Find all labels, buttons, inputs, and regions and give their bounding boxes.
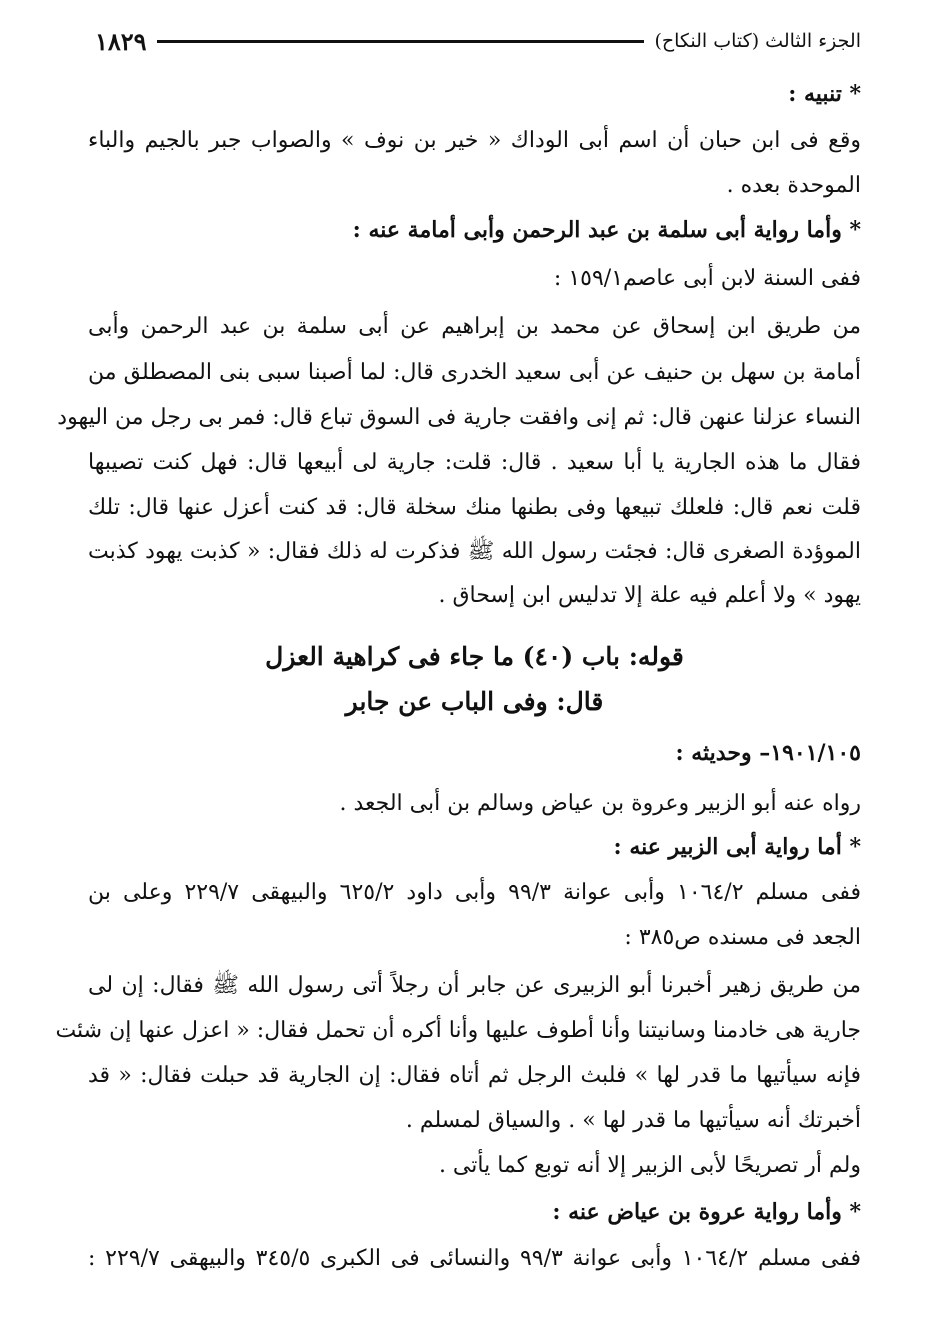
paragraph-line: الموؤدة الصغرى قال: فجئت رسول الله ﷺ فذكرت له ذلك فقال: « كذبت يهود كذبت [88, 539, 861, 564]
paragraph-line: ولم أر تصريحًا لأبى الزبير إلا أنه توبع كما يأتى . [438, 1153, 861, 1178]
section-heading: * وأما رواية أبى سلمة بن عبد الرحمن وأبى أمامة عنه : [352, 217, 861, 243]
paragraph-line: رواه عنه أبو الزبير وعروة بن عياض وسالم بن أبى الجعد . [339, 791, 861, 816]
header-rule [157, 40, 645, 43]
chapter-subheading: قال: وفى الباب عن جابر [345, 687, 604, 716]
page-number: ١٨٢٩ [95, 26, 147, 56]
running-title: الجزء الثالث (كتاب النكاح) [654, 30, 861, 52]
paragraph-line: من طريق ابن إسحاق عن محمد بن إبراهيم عن أبى سلمة بن عبد الرحمن وأبى [88, 314, 861, 339]
paragraph-line: الموحدة بعده . [726, 173, 861, 198]
paragraph-line: قلت نعم قال: فلعلك تبيعها وفى بطنها منك سخلة قال: قد كنت أعزل عنها قال: تلك [88, 495, 861, 520]
section-heading: * وأما رواية عروة بن عياض عنه : [552, 1199, 861, 1225]
paragraph-line: ففى مسلم ١٠٦٤/٢ وأبى عوانة ٩٩/٣ والنسائى فى الكبرى ٣٤٥/٥ والبيهقى ٢٢٩/٧ : [88, 1246, 862, 1271]
paragraph-line: النساء عزلنا عنهن قال: ثم إنى وافقت جارية فى السوق تباع قال: فمر بى رجل من اليهود [57, 405, 861, 430]
paragraph-line: جارية هى خادمنا وسانيتنا وأنا أطوف عليها وأنا أكره أن تحمل فقال: « اعزل عنها إن شئت [55, 1018, 861, 1043]
note-heading: * تنبيه : [788, 81, 861, 107]
paragraph-line: يهود » ولا أعلم فيه علة إلا تدليس ابن إسحاق . [438, 583, 861, 608]
section-heading: * أما رواية أبى الزبير عنه : [613, 834, 861, 860]
chapter-heading: قوله: باب (٤٠) ما جاء فى كراهية العزل [265, 642, 684, 671]
page-header [95, 26, 861, 56]
paragraph-line: أخبرتك أنه سيأتيها ما قدر لها » . والسياق لمسلم . [405, 1108, 861, 1133]
paragraph-line: فإنه سيأتيها ما قدر لها » فلبث الرجل ثم أتاه فقال: إن الجارية قد حبلت فقال: « قد [88, 1063, 861, 1088]
source-line: ففى السنة لابن أبى عاصم١٥٩/١ : [553, 266, 861, 291]
paragraph-line: الجعد فى مسنده ص٣٨٥ : [624, 925, 861, 950]
paragraph-line: أمامة بن سهل بن حنيف عن أبى سعيد الخدرى قال: لما أصبنا سبى بنى المصطلق من [88, 360, 861, 385]
hadith-number-heading: ١٩٠١/١٠٥– وحديثه : [675, 740, 861, 766]
paragraph-line: ففى مسلم ١٠٦٤/٢ وأبى عوانة ٩٩/٣ وأبى داود ٦٢٥/٢ والبيهقى ٢٢٩/٧ وعلى بن [88, 880, 862, 905]
paragraph-line: فقال ما هذه الجارية يا أبا سعيد . قال: قلت: جارية لى أبيعها قال: فهل كنت تصيبها [88, 450, 861, 475]
paragraph-line: وقع فى ابن حبان أن اسم أبى الوداك « خير بن نوف » والصواب جبر بالجيم والباء [88, 128, 861, 153]
paragraph-line: من طريق زهير أخبرنا أبو الزبيرى عن جابر أن رجلاً أتى رسول الله ﷺ فقال: إن لى [88, 973, 861, 998]
